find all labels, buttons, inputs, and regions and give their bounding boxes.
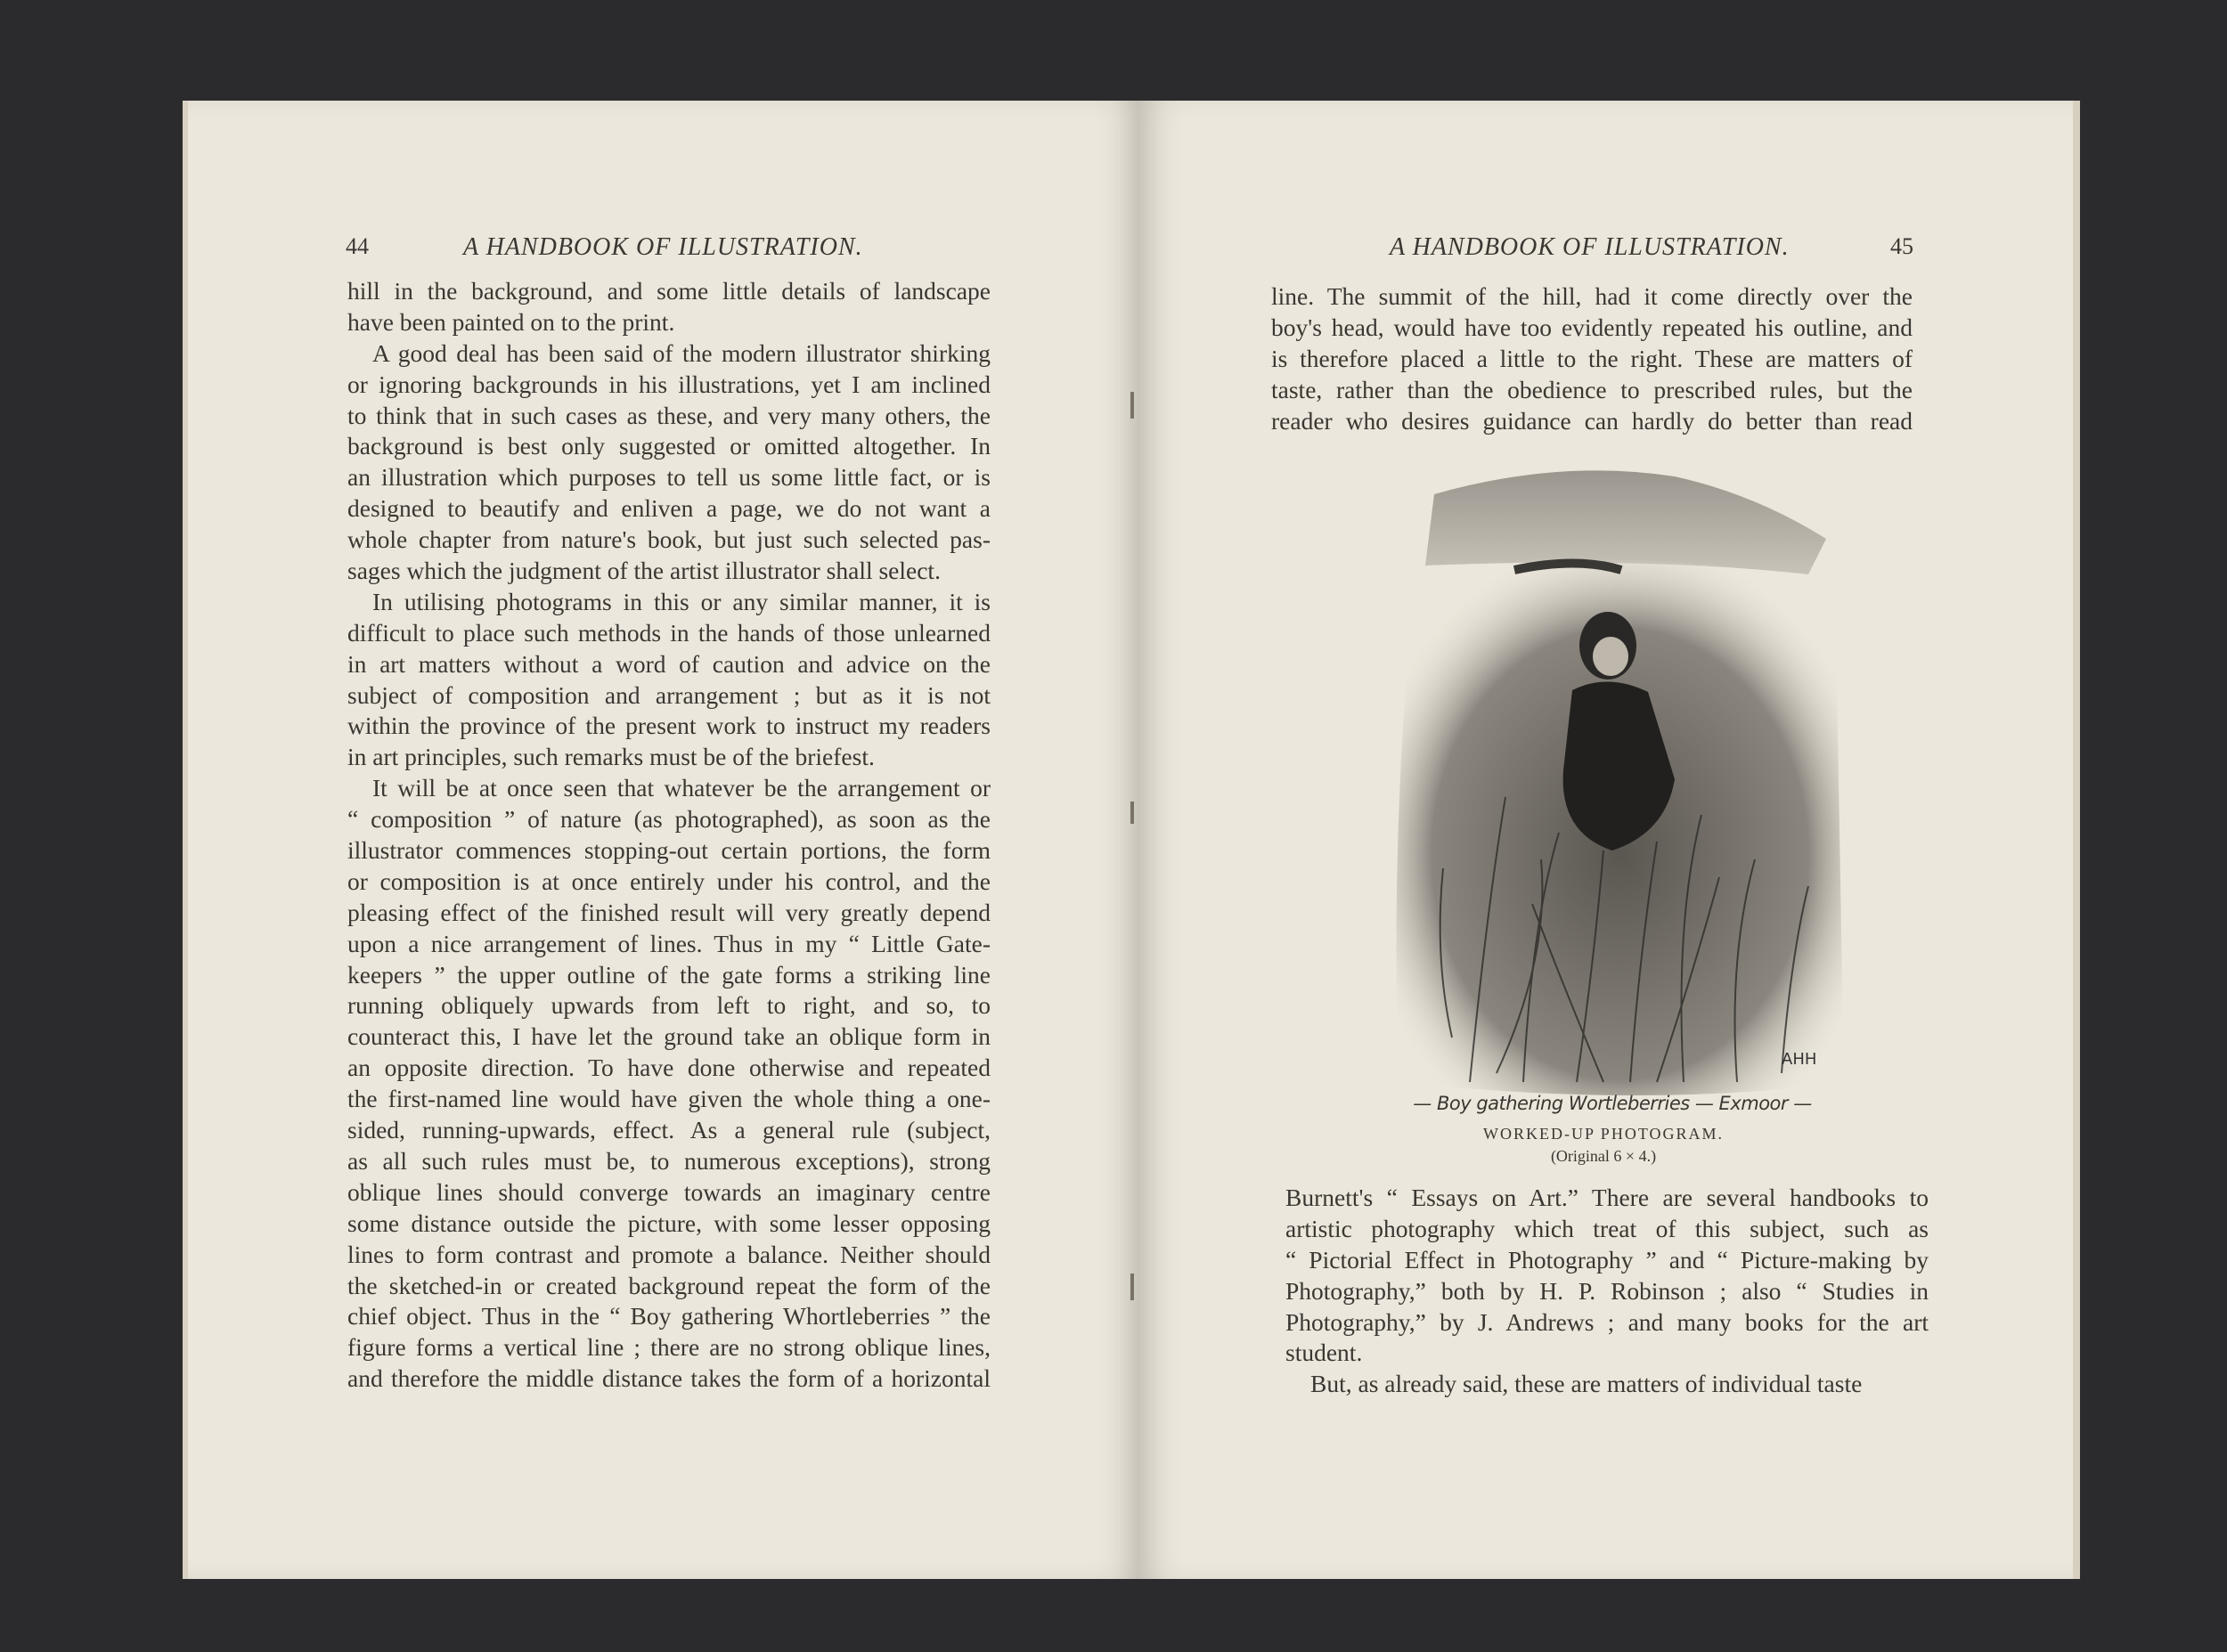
text-line: an illustration which purposes to tell us some little fact, or is bbox=[347, 463, 991, 492]
text-line: sages which the judgment of the artist illustrator shall select. bbox=[347, 557, 941, 585]
text-line: difficult to place such methods in the hands of those unlearned bbox=[347, 618, 991, 647]
page-number-left: 44 bbox=[346, 233, 369, 259]
text-line: oblique lines should converge towards an imaginary centre bbox=[347, 1177, 991, 1206]
text-line: in art principles, such remarks must be of the briefest. bbox=[347, 743, 875, 771]
text-line: A good deal has been said of the modern illustrator shirking bbox=[372, 338, 991, 367]
text-line: subject of composition and arrangement ; but as it is not bbox=[347, 680, 991, 709]
text-line: the sketched-in or created background repeat the form of the bbox=[347, 1271, 991, 1299]
text-line: or composition is at once entirely under his control, and the bbox=[347, 867, 991, 895]
page-number-right: 45 bbox=[1890, 233, 1913, 259]
boy-in-grass-illustration bbox=[1381, 459, 1857, 1100]
text-line: whole chapter from nature's book, but just such selected pas- bbox=[347, 525, 991, 554]
text-line: the first-named line would have given the whole thing a one- bbox=[347, 1085, 991, 1113]
text-line: Burnett's “ Essays on Art.” There are several handbooks to bbox=[1285, 1184, 1929, 1211]
text-line: some distance outside the picture, with some lesser opposing bbox=[347, 1208, 991, 1237]
running-head-right: A HANDBOOK OF ILLUSTRATION. bbox=[1390, 233, 1790, 261]
text-line: designed to beautify and enliven a page, we do not want a bbox=[347, 494, 991, 523]
text-line: Photography,” by J. Andrews ; and many books for the art bbox=[1285, 1307, 1929, 1336]
text-line: chief object. Thus in the “ Boy gathering Whortleberries ” the bbox=[347, 1302, 991, 1331]
text-line: sided, running-upwards, effect. As a general rule (subject, bbox=[347, 1116, 991, 1144]
text-line: is therefore placed a little to the right. These are matters of bbox=[1271, 344, 1913, 372]
text-line: in art matters without a word of caution and advice on the bbox=[347, 649, 991, 678]
text-line: Photography,” both by H. P. Robinson ; also “ Studies in bbox=[1285, 1276, 1929, 1305]
left-body-text bbox=[347, 276, 991, 1395]
figure-caption: WORKED-UP PHOTOGRAM. bbox=[1482, 1125, 1724, 1143]
binding-stitch bbox=[1130, 802, 1134, 824]
text-line: lines to form contrast and promote a balance. Neither should bbox=[347, 1240, 991, 1268]
text-line: counteract this, I have let the ground take an oblique form in bbox=[347, 1022, 991, 1051]
text-line: keepers ” the upper outline of the gate forms a striking line bbox=[347, 960, 991, 989]
text-line: an opposite direction. To have done otherwise and repeated bbox=[347, 1054, 991, 1082]
text-line: taste, rather than the obedience to prescribed rules, but the bbox=[1271, 375, 1913, 403]
text-line: boy's head, would have too evidently repeated his outline, and bbox=[1271, 313, 1913, 341]
text-line: “ Pictorial Effect in Photography ” and “ Picture-making by bbox=[1285, 1245, 1929, 1274]
text-line: line. The summit of the hill, had it come directly over the bbox=[1271, 282, 1913, 310]
text-line: running obliquely upwards from left to right, and so, to bbox=[347, 991, 991, 1020]
text-line: as all such rules must be, to numerous exceptions), strong bbox=[347, 1146, 991, 1175]
text-line: hill in the background, and some little details of landscape bbox=[347, 277, 991, 305]
text-line: and therefore the middle distance takes the form of a horizontal bbox=[347, 1364, 991, 1393]
text-line: student. bbox=[1285, 1339, 1363, 1367]
monogram: AHH bbox=[1782, 1050, 1817, 1069]
right-body-text-bottom bbox=[1285, 1183, 1929, 1400]
text-line: have been painted on to the print. bbox=[347, 307, 675, 336]
text-line: reader who desires guidance can hardly do better than read bbox=[1271, 406, 1913, 435]
text-line: background is best only suggested or omitted altogether. In bbox=[347, 432, 991, 460]
text-line: or ignoring backgrounds in his illustrations, yet I am inclined bbox=[347, 370, 991, 398]
text-line: pleasing effect of the finished result will very greatly depend bbox=[347, 898, 991, 926]
binding-stitch bbox=[1130, 1274, 1134, 1300]
text-line: to think that in such cases as these, and very many others, the bbox=[347, 401, 991, 429]
right-body-text-top bbox=[1271, 281, 1913, 436]
figure-note: (Original 6 × 4.) bbox=[1550, 1147, 1657, 1165]
text-line: within the province of the present work to instruct my readers bbox=[347, 712, 991, 740]
text-line: illustrator commences stopping-out certain portions, the form bbox=[347, 836, 991, 865]
text-line: figure forms a vertical line ; there are no strong oblique lines, bbox=[347, 1333, 991, 1362]
text-line: artistic photography which treat of this subject, such as bbox=[1285, 1214, 1929, 1242]
text-line: But, as already said, these are matters of individual taste bbox=[1310, 1370, 1863, 1398]
binding-stitch bbox=[1130, 392, 1134, 419]
text-line: It will be at once seen that whatever be the arrangement or bbox=[372, 774, 991, 802]
text-line: “ composition ” of nature (as photographed), as soon as the bbox=[347, 805, 991, 834]
figure-handwritten-title: — Boy gathering Wortleberries — Exmoor — bbox=[1413, 1093, 1812, 1114]
running-head-left: A HANDBOOK OF ILLUSTRATION. bbox=[463, 233, 863, 261]
text-line: upon a nice arrangement of lines. Thus in my “ Little Gate- bbox=[347, 929, 991, 957]
text-line: In utilising photograms in this or any similar manner, it is bbox=[372, 587, 991, 615]
hill bbox=[1425, 470, 1826, 574]
